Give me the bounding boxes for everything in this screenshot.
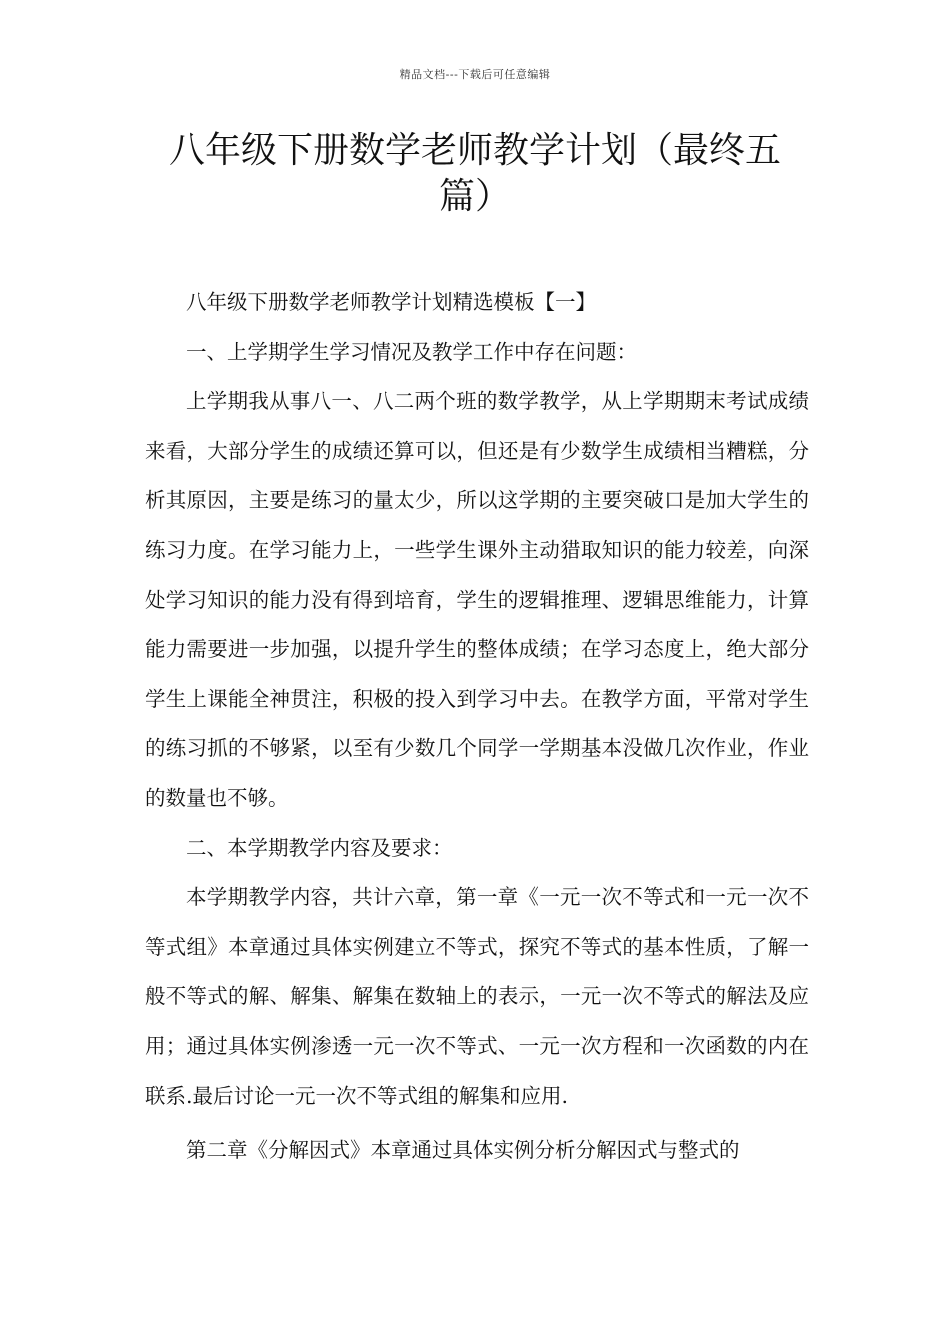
document-title: 八年级下册数学老师教学计划（最终五篇） bbox=[168, 130, 781, 217]
paragraph-section-two-heading: 二、本学期教学内容及要求： bbox=[186, 835, 453, 860]
paragraph-section-one-heading: 一、上学期学生学习情况及教学工作中存在问题： bbox=[186, 339, 637, 364]
paragraph-previous-term-analysis: 上学期我从事八一、八二两个班的数学教学，从上学期期末考试成绩来看，大部分学生的成绩还算可以，但还是有少数学生成绩相当糟糕，分析其原因，主要是练习的量太少，所以这学期的主要突破口是加大学生的练习力度。在学习能力上，一些学生课外主动猎取知识的能力较差，向深处学习知识的能力没有得到培育，学生的逻辑推理、逻辑思维能力，计算能力需要进一步加强，以提升学生的整体成绩；在学习态度上，绝大部分学生上课能全神贯注，积极的投入到学习中去。在教学方面，平常对学生的练习抓的不够紧，以至有少数几个同学一学期基本没做几次作业，作业的数量也不够。 bbox=[145, 389, 809, 810]
header-note: 精品文档---下载后可任意编辑 bbox=[399, 68, 551, 81]
document-body bbox=[145, 278, 809, 1176]
paragraph-template-heading: 八年级下册数学老师教学计划精选模板【一】 bbox=[186, 290, 596, 314]
paragraph-chapter-one: 本学期教学内容，共计六章，第一章《一元一次不等式和一元一次不等式组》本章通过具体实例建立不等式，探究不等式的基本性质，了解一般不等式的解、解集、解集在数轴上的表示，一元一次不等式的解法及应用；通过具体实例渗透一元一次不等式、一元一次方程和一次函数的内在联系.最后讨论一元一次不等式组的解集和应用. bbox=[145, 885, 809, 1108]
paragraph-chapter-two: 第二章《分解因式》本章通过具体实例分析分解因式与整式的 bbox=[186, 1138, 740, 1163]
